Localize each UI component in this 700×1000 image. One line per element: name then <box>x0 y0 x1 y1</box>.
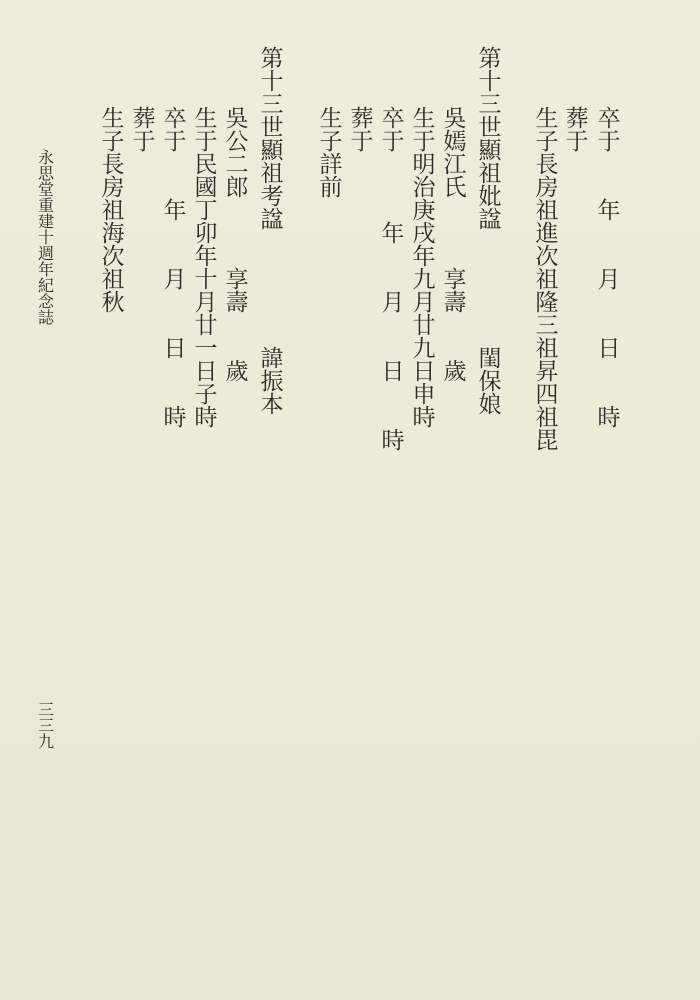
glyph: 享 <box>225 267 249 293</box>
glyph: 世 <box>260 115 284 141</box>
entry-1-col-1 <box>593 108 625 430</box>
glyph <box>159 361 191 384</box>
glyph: 隆 <box>535 290 559 316</box>
glyph: 祖 <box>478 161 502 187</box>
glyph: 于 <box>350 129 374 155</box>
glyph: 四 <box>535 382 559 408</box>
entry-1-col-2 <box>561 108 593 154</box>
glyph: 于 <box>597 129 621 155</box>
glyph: 考 <box>260 184 284 210</box>
glyph: 週 <box>37 244 54 263</box>
glyph: 葬 <box>132 106 156 132</box>
glyph: 昇 <box>535 359 559 385</box>
running-title <box>36 150 56 326</box>
glyph: 日 <box>163 336 187 362</box>
glyph: 堂 <box>37 180 54 199</box>
glyph <box>221 200 253 223</box>
glyph <box>221 315 253 338</box>
glyph <box>377 384 409 407</box>
glyph <box>439 338 471 361</box>
glyph: 民 <box>194 152 218 178</box>
glyph <box>159 154 191 177</box>
glyph: 三 <box>535 313 559 339</box>
glyph: 月 <box>381 290 405 316</box>
glyph: 國 <box>194 175 218 201</box>
glyph: 永 <box>37 148 54 167</box>
entry-1-col-4 <box>474 348 506 417</box>
glyph: 卒 <box>597 106 621 132</box>
glyph: 月 <box>597 267 621 293</box>
glyph <box>377 154 409 177</box>
glyph: 諡 <box>260 207 284 233</box>
glyph <box>439 200 471 223</box>
glyph: 祖 <box>535 336 559 362</box>
glyph: 卒 <box>163 106 187 132</box>
glyph: 九 <box>412 267 436 293</box>
entry-1-col-8 <box>346 108 378 154</box>
glyph <box>439 223 471 246</box>
glyph <box>377 338 409 361</box>
glyph: 十 <box>194 267 218 293</box>
entry-1-col-6 <box>408 108 440 430</box>
glyph: 壽 <box>225 290 249 316</box>
glyph: 次 <box>535 244 559 270</box>
glyph: 祖 <box>535 198 559 224</box>
glyph: 吳 <box>225 106 249 132</box>
glyph <box>593 384 625 407</box>
glyph: 日 <box>412 359 436 385</box>
glyph: 廿 <box>194 313 218 339</box>
glyph: 海 <box>101 221 125 247</box>
entry-2-col-3 <box>190 108 222 430</box>
glyph: 年 <box>163 198 187 224</box>
entry-2-col-1 <box>256 348 288 417</box>
glyph: 丁 <box>194 198 218 224</box>
glyph: 于 <box>163 129 187 155</box>
glyph <box>377 269 409 292</box>
glyph: 月 <box>163 267 187 293</box>
glyph: 毘 <box>535 428 559 454</box>
glyph <box>159 384 191 407</box>
glyph: 嫣 <box>443 129 467 155</box>
glyph: 重 <box>37 196 54 215</box>
glyph: 十 <box>260 69 284 95</box>
glyph: 年 <box>412 244 436 270</box>
glyph: 年 <box>37 260 54 279</box>
glyph: 生 <box>194 106 218 132</box>
glyph: 二 <box>225 152 249 178</box>
glyph: 諱 <box>260 346 284 372</box>
glyph: 葬 <box>350 106 374 132</box>
glyph: 祖 <box>535 267 559 293</box>
glyph: 時 <box>163 405 187 431</box>
glyph: 歲 <box>225 359 249 385</box>
glyph: 思 <box>37 164 54 183</box>
glyph: 房 <box>101 175 125 201</box>
glyph <box>377 177 409 200</box>
glyph: 振 <box>260 369 284 395</box>
glyph: 長 <box>535 152 559 178</box>
glyph: 諡 <box>478 207 502 233</box>
glyph: 廿 <box>412 313 436 339</box>
entry-1-col-5 <box>439 108 471 384</box>
glyph: 葬 <box>565 106 589 132</box>
glyph: 念 <box>37 292 54 311</box>
glyph: 子 <box>194 382 218 408</box>
glyph: 江 <box>443 152 467 178</box>
glyph: 于 <box>565 129 589 155</box>
glyph: 年 <box>597 198 621 224</box>
glyph: 于 <box>381 129 405 155</box>
glyph: 時 <box>597 405 621 431</box>
glyph: 于 <box>194 129 218 155</box>
glyph: 日 <box>597 336 621 362</box>
glyph: 九 <box>37 732 54 751</box>
glyph: 第 <box>260 46 284 72</box>
glyph: 戌 <box>412 221 436 247</box>
glyph: 于 <box>412 129 436 155</box>
glyph: 治 <box>412 175 436 201</box>
glyph: 于 <box>132 129 156 155</box>
glyph <box>377 407 409 430</box>
glyph: 祖 <box>101 198 125 224</box>
entry-2-col-4 <box>159 108 191 430</box>
entry-1-col-9 <box>315 108 347 200</box>
glyph: 閨 <box>478 346 502 372</box>
glyph: 建 <box>37 212 54 231</box>
glyph: 公 <box>225 129 249 155</box>
glyph <box>593 223 625 246</box>
glyph: 子 <box>535 129 559 155</box>
entry-2-col-6 <box>97 108 129 315</box>
glyph <box>377 246 409 269</box>
glyph: 年 <box>194 244 218 270</box>
glyph <box>159 292 191 315</box>
glyph: 三 <box>260 92 284 118</box>
glyph <box>593 361 625 384</box>
glyph <box>593 154 625 177</box>
glyph: 年 <box>381 221 405 247</box>
entry-2-heading <box>256 48 288 232</box>
glyph: 三 <box>37 700 54 719</box>
glyph: 進 <box>535 221 559 247</box>
glyph: 秋 <box>101 290 125 316</box>
glyph: 卯 <box>194 221 218 247</box>
page-number <box>36 702 56 750</box>
glyph: 日 <box>194 359 218 385</box>
glyph <box>159 223 191 246</box>
entry-1-col-3 <box>531 108 563 453</box>
glyph: 三 <box>37 716 54 735</box>
glyph <box>439 246 471 269</box>
glyph: 房 <box>535 175 559 201</box>
glyph <box>159 315 191 338</box>
glyph: 一 <box>194 336 218 362</box>
glyph: 前 <box>319 175 343 201</box>
glyph: 氏 <box>443 175 467 201</box>
glyph: 明 <box>412 152 436 178</box>
glyph <box>221 246 253 269</box>
glyph: 郎 <box>225 175 249 201</box>
glyph: 娘 <box>478 392 502 418</box>
glyph: 月 <box>412 290 436 316</box>
glyph: 祖 <box>260 161 284 187</box>
glyph <box>159 246 191 269</box>
glyph <box>593 177 625 200</box>
glyph: 日 <box>381 359 405 385</box>
glyph: 世 <box>478 115 502 141</box>
glyph <box>593 315 625 338</box>
glyph: 顯 <box>478 138 502 164</box>
glyph: 生 <box>535 106 559 132</box>
glyph: 月 <box>194 290 218 316</box>
glyph: 時 <box>194 405 218 431</box>
glyph: 詳 <box>319 152 343 178</box>
glyph: 十 <box>478 69 502 95</box>
glyph: 紀 <box>37 276 54 295</box>
glyph <box>593 292 625 315</box>
glyph: 妣 <box>478 184 502 210</box>
glyph: 三 <box>478 92 502 118</box>
glyph: 顯 <box>260 138 284 164</box>
glyph: 保 <box>478 369 502 395</box>
glyph: 十 <box>37 228 54 247</box>
glyph: 祖 <box>535 405 559 431</box>
glyph <box>159 177 191 200</box>
glyph: 吳 <box>443 106 467 132</box>
glyph <box>221 223 253 246</box>
glyph: 次 <box>101 244 125 270</box>
glyph: 九 <box>412 336 436 362</box>
glyph: 壽 <box>443 290 467 316</box>
glyph: 祖 <box>101 267 125 293</box>
glyph: 誌 <box>37 308 54 327</box>
glyph: 生 <box>412 106 436 132</box>
glyph: 生 <box>319 106 343 132</box>
glyph: 子 <box>319 129 343 155</box>
entry-2-col-5 <box>128 108 160 154</box>
entry-2-col-2 <box>221 108 253 384</box>
glyph <box>377 315 409 338</box>
glyph <box>221 338 253 361</box>
glyph <box>593 246 625 269</box>
glyph: 本 <box>260 392 284 418</box>
glyph <box>439 315 471 338</box>
entry-1-heading <box>474 48 506 232</box>
glyph: 時 <box>412 405 436 431</box>
glyph: 歲 <box>443 359 467 385</box>
glyph: 申 <box>412 382 436 408</box>
glyph: 時 <box>381 428 405 454</box>
entry-1-col-7 <box>377 108 409 453</box>
glyph: 享 <box>443 267 467 293</box>
glyph: 長 <box>101 152 125 178</box>
glyph: 第 <box>478 46 502 72</box>
glyph: 生 <box>101 106 125 132</box>
glyph: 卒 <box>381 106 405 132</box>
glyph: 子 <box>101 129 125 155</box>
glyph: 庚 <box>412 198 436 224</box>
glyph <box>377 200 409 223</box>
